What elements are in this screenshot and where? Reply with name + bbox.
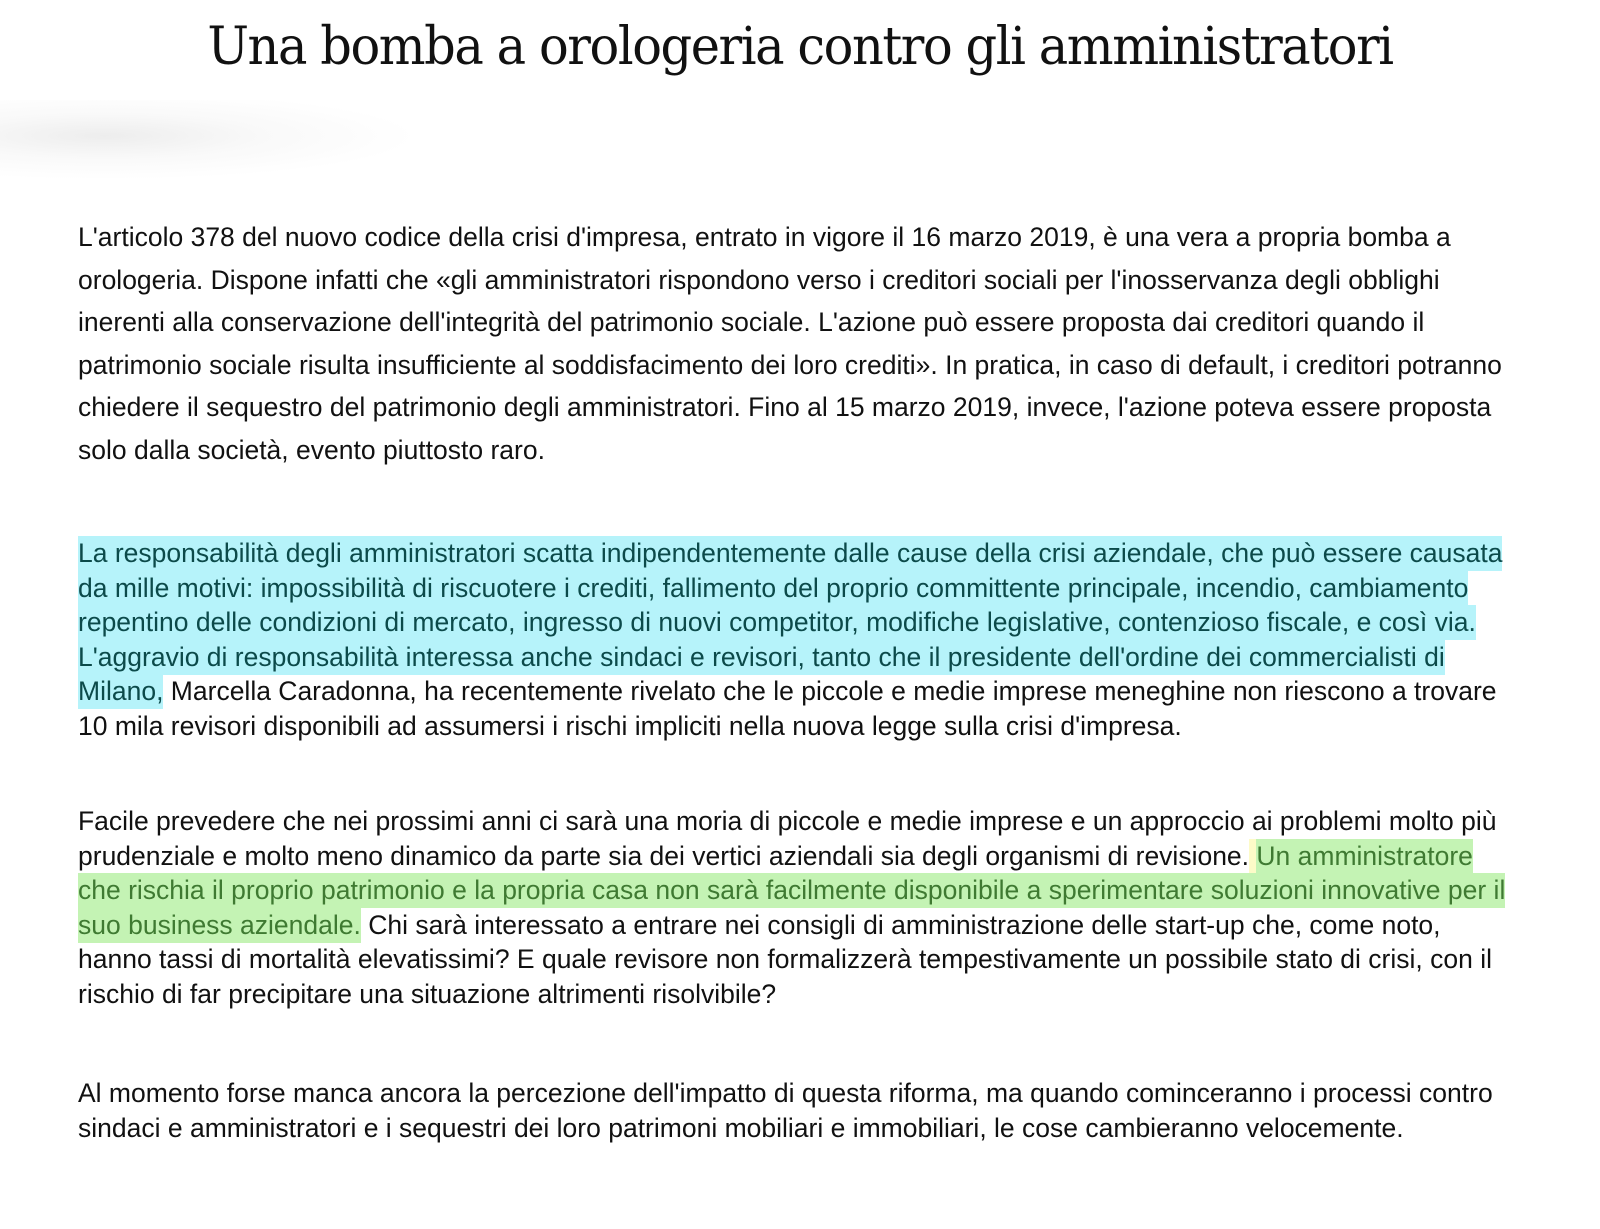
highlight-green: Un amministratore che rischia il proprio patrimonio e la propria casa non sarà facilmente disponibile a sperimentare soluzioni innovative per il suo business aziendale. [78,839,1505,943]
paragraph-2-rest: Marcella Caradonna, ha recentemente rivelato che le piccole e medie imprese meneghine non riescono a trovare 10 mila revisori disponibili ad assumersi i rischi impliciti nella nuova legge sulla crisi d'impresa. [78,676,1497,741]
scan-smudge [0,100,420,180]
article-title: Una bomba a orologeria contro gli amministratori [207,17,1393,77]
paragraph-3-rest: Chi sarà interessato a entrare nei consigli di amministrazione delle start-up che, come noto, hanno tassi di mortalità elevatissimi? E quale revisore non formalizzerà tempestivamente un possibile stato di crisi, con il rischio di far precipitare una situazione altrimenti risolvibile? [78,909,1492,1009]
paragraph-4: Al momento forse manca ancora la percezione dell'impatto di questa riforma, ma quando cominceranno i processi contro sindaci e amministratori e i sequestri dei loro patrimoni mobiliari e immobiliari, le cose cambieranno velocemente. [78,1078,1493,1143]
highlight-cyan: La responsabilità degli amministratori scatta indipendentemente dalle cause della crisi aziendale, che può essere causata da mille motivi: impossibilità di riscuotere i crediti, fallimento del proprio committente principale, incendio, cambiamento repentino delle condizioni di mercato, ingresso di nuovi competitor, modifiche legislative, contenzioso fiscale, e così via. L'aggravio di responsabilità interessa anche sindaci e revisori, tanto che il presidente dell'ordine dei commercialisti di Milano, [78,536,1502,709]
paragraph-1: L'articolo 378 del nuovo codice della crisi d'impresa, entrato in vigore il 16 marzo 2019, è una vera a propria bomba a orologeria. Dispone infatti che «gli amministratori rispondono verso i creditori sociali per l'inosservanza degli obblighi inerenti alla conservazione dell'integrità del patrimonio sociale. L'azione può essere proposta dai creditori quando il patrimonio sociale risulta insufficiente al soddisfacimento dei loro crediti». In pratica, in caso di default, i creditori potranno chiedere il sequestro del patrimonio degli amministratori. Fino al 15 marzo 2019, invece, l'azione poteva essere proposta solo dalla società, evento piuttosto raro. [78,222,1502,465]
paragraph-3 [78,804,1518,1012]
paragraph-3-start: Facile prevedere che nei prossimi anni ci sarà una moria di piccole e medie imprese e un approccio ai problemi molto più prudenziale e molto meno dinamico da parte sia dei vertici aziendali sia degli organismi di revisione. [78,806,1497,871]
paragraph-2 [78,536,1518,744]
